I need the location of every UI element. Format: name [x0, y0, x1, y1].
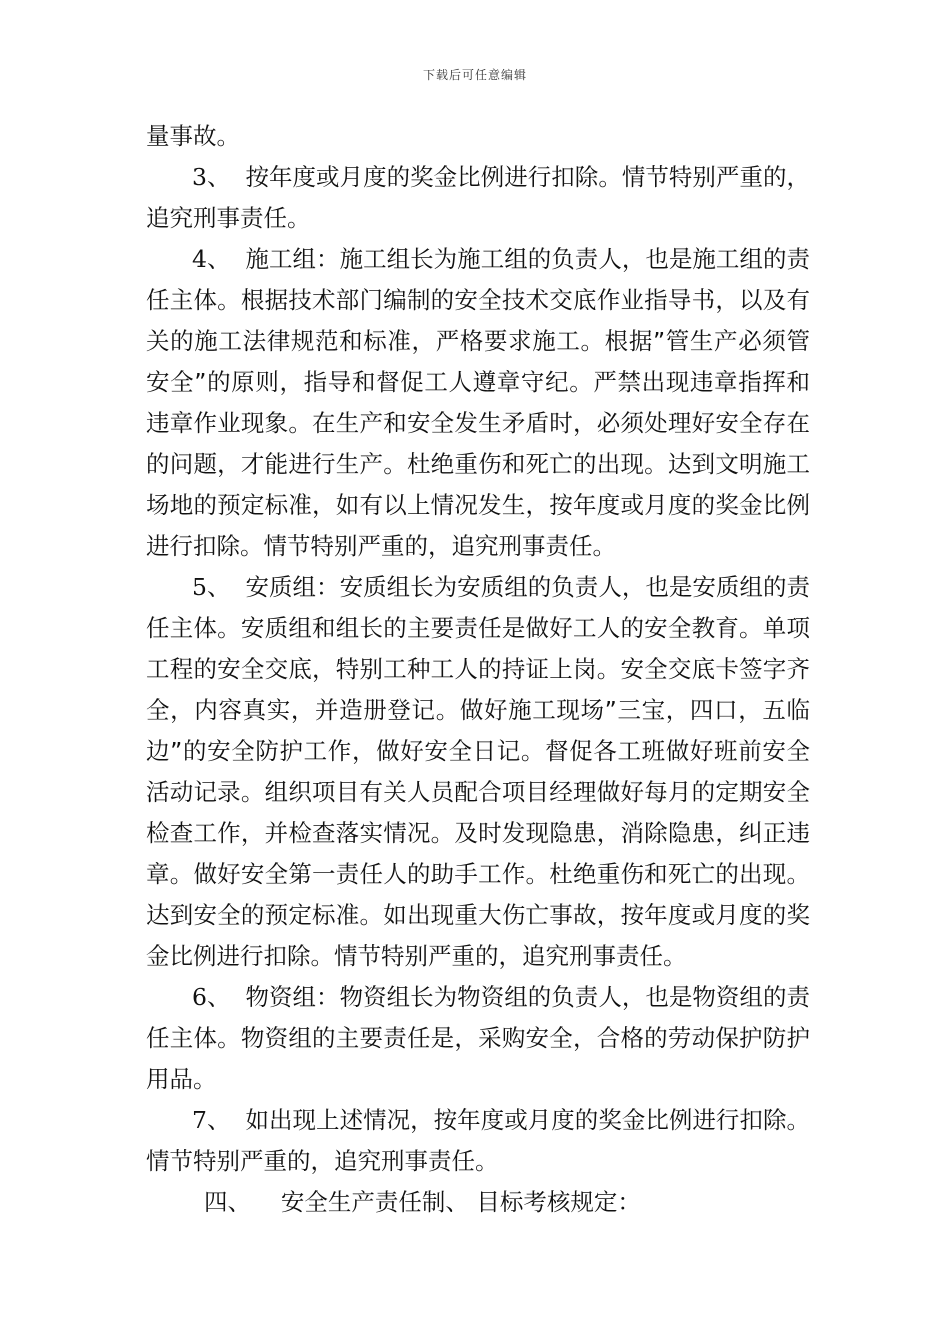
paragraph-number: 5、	[192, 573, 231, 601]
paragraph-number: 6、	[192, 983, 231, 1011]
paragraph-text: 物资组：物资组长为物资组的负责人，也是物资组的责任主体。物资组的主要责任是，采购安全，合格的劳动保护防护用品。	[146, 983, 810, 1093]
paragraph-item-5	[146, 567, 810, 977]
section-heading-text: 安全生产责任制、 目标考核规定：	[280, 1188, 641, 1216]
paragraph-item-3	[146, 157, 810, 239]
section-heading-number: 四、	[204, 1188, 251, 1216]
paragraph-item-4	[146, 239, 810, 567]
document-body	[146, 116, 810, 1223]
paragraph-item-6	[146, 977, 810, 1100]
paragraph-number: 4、	[192, 245, 231, 273]
paragraph-number: 7、	[192, 1106, 231, 1134]
paragraph-number: 3、	[192, 163, 231, 191]
paragraph-text: 按年度或月度的奖金比例进行扣除。情节特别严重的，追究刑事责任。	[146, 163, 810, 232]
header-note: 下载后可任意编辑	[422, 68, 527, 82]
paragraph-item-7	[146, 1100, 810, 1182]
paragraph-text: 安质组：安质组长为安质组的负责人，也是安质组的责任主体。安质组和组长的主要责任是做好工人的安全教育。单项工程的安全交底，特别工种工人的持证上岗。安全交底卡签字齐全，内容真实，并造册登记。做好施工现场”三宝，四口，五临边”的安全防护工作，做好安全日记。督促各工班做好班前安全活动记录。组织项目有关人员配合项目经理做好每月的定期安全检查工作，并检查落实情况。及时发现隐患，消除隐患，纠正违章。做好安全第一责任人的助手工作。杜绝重伤和死亡的出现。达到安全的预定标准。如出现重大伤亡事故，按年度或月度的奖金比例进行扣除。情节特别严重的，追究刑事责任。	[146, 573, 810, 970]
paragraph-text: 如出现上述情况，按年度或月度的奖金比例进行扣除。情节特别严重的，追究刑事责任。	[146, 1106, 810, 1175]
paragraph-continuation	[146, 116, 810, 157]
paragraph-text: 施工组：施工组长为施工组的负责人，也是施工组的责任主体。根据技术部门编制的安全技术交底作业指导书，以及有关的施工法律规范和标准，严格要求施工。根据”管生产必须管安全”的原则，指导和督促工人遵章守纪。严禁出现违章指挥和违章作业现象。在生产和安全发生矛盾时，必须处理好安全存在的问题，才能进行生产。杜绝重伤和死亡的出现。达到文明施工场地的预定标准，如有以上情况发生，按年度或月度的奖金比例进行扣除。情节特别严重的，追究刑事责任。	[146, 245, 810, 560]
section-heading	[146, 1182, 810, 1223]
paragraph-text: 量事故。	[146, 122, 240, 150]
